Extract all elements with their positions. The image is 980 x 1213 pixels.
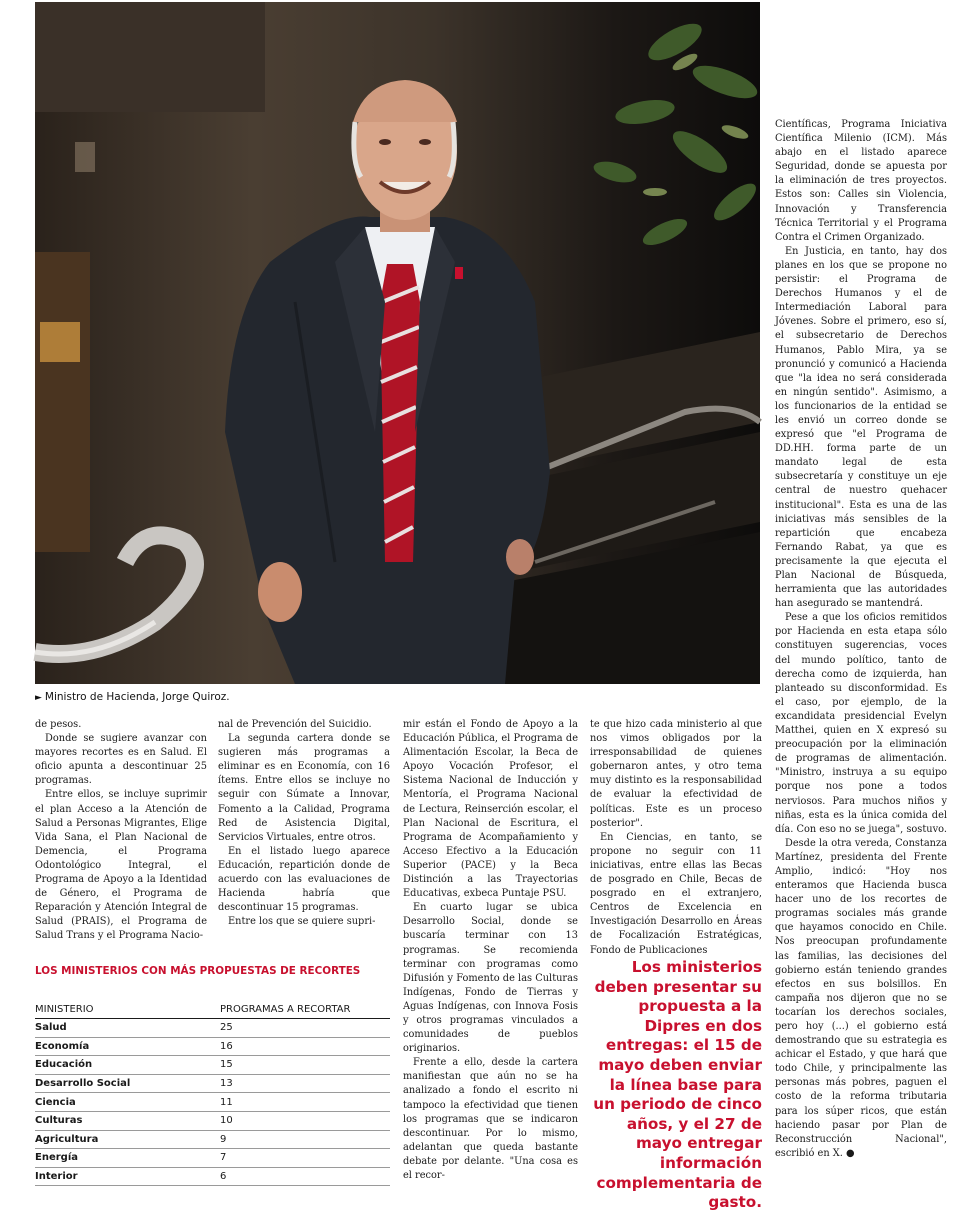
program-count: 25: [220, 1019, 390, 1038]
program-count: 16: [220, 1037, 390, 1056]
paragraph: Frente a ello, desde la cartera manifiestan que aún no se ha analizado a fondo el escrito ni tampoco la efectividad que tienen los programas que se indicaron descontinuar. Por lo mismo, adelantan que queda bastante debate por delante. "Una cosa es el recor-: [403, 1057, 578, 1181]
paragraph: te que hizo cada ministerio al que nos vimos obligados por la irresponsabilidad de quienes gobernaron antes, y otro tema muy distinto es la responsabilidad de evaluar la efectividad de políticas. Este es un proceso posterior".: [590, 719, 762, 829]
minister-photo: [35, 2, 760, 684]
column-header-ministerio: MINISTERIO: [35, 1000, 220, 1019]
ministry-name: Economía: [35, 1037, 220, 1056]
table-title: LOS MINISTERIOS CON MÁS PROPUESTAS DE RECORTES: [35, 965, 361, 977]
program-count: 6: [220, 1167, 390, 1186]
pull-quote: Los ministerios deben presentar su propuesta a la Dipres en dos entregas: el 15 de mayo deben enviar la línea base para un periodo de cinco años, y el 27 de mayo entregar información complementaria de gasto.: [593, 958, 762, 1212]
paragraph: de pesos.: [35, 719, 82, 730]
paragraph: Entre los que se quiere supri-: [228, 916, 376, 928]
ministry-name: Ciencia: [35, 1093, 220, 1112]
column-header-programas: PROGRAMAS A RECORTAR: [220, 1000, 390, 1019]
table-row: [35, 1056, 390, 1075]
paragraph: La segunda cartera donde se sugieren más programas a eliminar es en Economía, con 16 ítems. Entre ellos se incluye no seguir con Súmate a Innovar, Fomento a la Calidad, Programa Red de Asistencia Digital, Servicios Virtuales, entre otros.: [218, 733, 390, 843]
article-column-5: [775, 118, 947, 1196]
caption-text: Ministro de Hacienda, Jorge Quiroz.: [44, 691, 230, 703]
table-row: [35, 1130, 390, 1149]
ministry-name: Energía: [35, 1149, 220, 1168]
table-header-row: [35, 1000, 390, 1019]
photo-caption: [35, 688, 435, 706]
table-row: [35, 1167, 390, 1186]
ministry-name: Educación: [35, 1056, 220, 1075]
caption-marker-icon: ►: [35, 693, 42, 703]
ministry-name: Desarrollo Social: [35, 1074, 220, 1093]
table-row: [35, 1093, 390, 1112]
program-count: 9: [220, 1130, 390, 1149]
paragraph: Pese a que los oficios remitidos por Hacienda en esta etapa sólo constituyen sugerencias, voces del mundo político, tanto de derecha como de izquierda, han planteado su disconformidad. Es el caso, por ejemplo, de la excandidata presidencial Evelyn Matthei, quien en X expresó su preocupación por la eliminación de programas de alimentación. "Ministro, instruya a su equipo porque nos pone a todos nerviosos. Para muchos niños y niñas, esta es la única comida del día. Con eso no se juega", sostuvo.: [775, 612, 947, 835]
ministry-name: Salud: [35, 1019, 220, 1038]
article-column-4: [590, 718, 762, 956]
table-row: [35, 1074, 390, 1093]
table-row: [35, 1149, 390, 1168]
table-row: [35, 1037, 390, 1056]
paragraph: En Ciencias, en tanto, se propone no seguir con 11 iniciativas, entre ellas las Becas de posgrado en Chile, Becas de posgrado en el extranjero, Centros de Excelencia en Investigación Desarrollo en Áreas de Focalización Estratégicas, Fondo de Publicaciones: [590, 831, 762, 956]
paragraph: Desde la otra vereda, Constanza Martínez, presidenta del Frente Amplio, indicó: "Hoy nos enteramos que Hacienda busca hacer uno de los recortes de programas sociales más grande que hayamos conocido en Chile. Nos preocupan profundamente las familias, las decisiones del gobierno están teniendo grandes efectos en sus bolsillos. En campaña nos dijeron que no se tocarían los derechos sociales, pero hoy (...) el gobierno está demostrando que su estrategia es achicar el Estado, y que hará que todo Chile, y principalmente las personas más pobres, paguen el costo de la reforma tributaria para los súper ricos, que están haciendo pasar por Plan de Reconstrucción Nacional", escribió en X. ●: [775, 837, 947, 1159]
program-count: 15: [220, 1056, 390, 1075]
paragraph: mir están el Fondo de Apoyo a la Educación Pública, el Programa de Alimentación Escolar, la Beca de Apoyo Vocación Profesor, el Sistema Nacional de Inducción y Mentoría, el Programa Nacional de Lectura, Reinserción escolar, el Plan Nacional de Escritura, el Programa de Acompañamiento y Acceso Efectivo a la Educación Superior (PACE) y la Beca Distinción a las Trayectorias Educativas, exbeca Puntaje PSU.: [403, 719, 578, 900]
paragraph: En cuarto lugar se ubica Desarrollo Social, donde se buscaría terminar con 13 programas. Se recomienda terminar con programas como Difusión y Fomento de las Culturas Indígenas, Fondo de Tierras y Aguas Indígenas, con Innova Fosis y otros programas vinculados a comunidades de pueblos originarios.: [403, 902, 578, 1055]
article-column-3: [403, 718, 578, 1190]
program-count: 7: [220, 1149, 390, 1168]
table-row: [35, 1019, 390, 1038]
paragraph: Entre ellos, se incluye suprimir el plan Acceso a la Atención de Salud a Personas Migrantes, Elige Vida Sana, el Plan Nacional de Demencia, el Programa Odontológico Integral, el Programa de Apoyo a la Identidad de Género, el Programa de Reparación y Atención Integral de Salud (PRAIS), el Programa de Salud Trans y el Programa Nacio-: [35, 789, 207, 942]
program-count: 13: [220, 1074, 390, 1093]
article-column-1: [35, 718, 207, 952]
paragraph: Donde se sugiere avanzar con mayores recortes es en Salud. El oficio apunta a descontinuar 25 programas.: [35, 733, 207, 787]
ministry-name: Agricultura: [35, 1130, 220, 1149]
article-column-2: [218, 718, 390, 952]
program-count: 11: [220, 1093, 390, 1112]
table-row: [35, 1111, 390, 1130]
ministries-table: [35, 1000, 390, 1186]
paragraph: En el listado luego aparece Educación, repartición donde de acuerdo con las evaluaciones de Hacienda habría que descontinuar 15 programas.: [218, 845, 390, 914]
ministry-name: Culturas: [35, 1111, 220, 1130]
paragraph: Científicas, Programa Iniciativa Científica Milenio (ICM). Más abajo en el listado aparece Seguridad, donde se apuesta por la eliminación de tres proyectos. Estos son: Calles sin Violencia, Innovación y Transferencia Técnica Territorial y el Programa Contra el Crimen Organizado.: [775, 119, 947, 243]
ministry-name: Interior: [35, 1167, 220, 1186]
paragraph: nal de Prevención del Suicidio.: [218, 719, 372, 730]
paragraph: En Justicia, en tanto, hay dos planes en los que se propone no persistir: el Programa de Derechos Humanos y el de Intermediación Laboral para Jóvenes. Sobre el primero, eso sí, el subsecretario de Derechos Humanos, Pablo Mira, ya se pronunció y comunicó a Hacienda que "la idea no será considerada en ningún sentido". Asimismo, a los funcionarios de la entidad se les envió un correo donde se expresó que "el Programa de DD.HH. forma parte de un mandato legal de esta subsecretaría y constituye un eje central de nuestro quehacer institucional". Esta es una de las iniciativas más sensibles de la repartición que encabeza Fernando Rabat, ya que es precisamente la que ejecuta el Plan Nacional de Búsqueda, herramienta que las autoridades han asegurado se mantendrá.: [775, 245, 947, 610]
program-count: 10: [220, 1111, 390, 1130]
